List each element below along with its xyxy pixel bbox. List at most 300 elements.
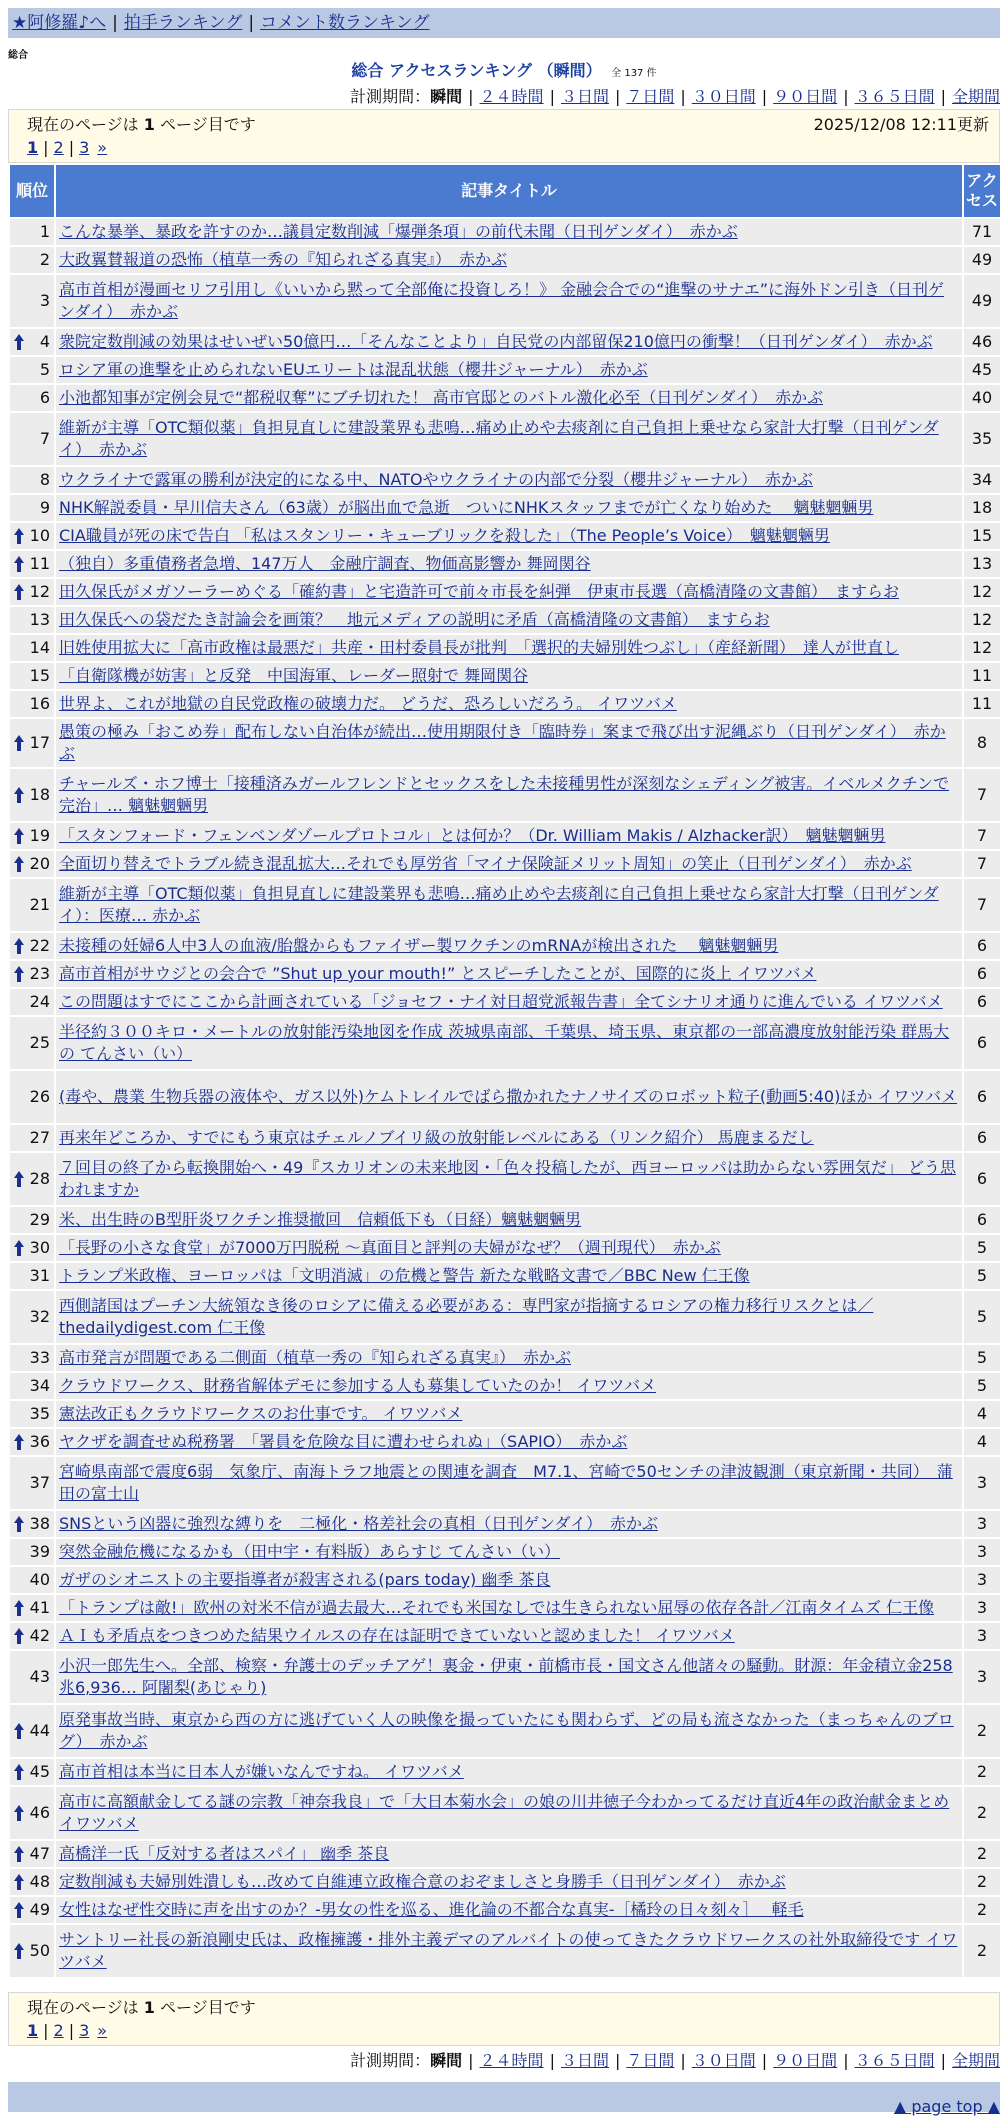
rank-number: 21 xyxy=(29,895,50,914)
rank-number: 13 xyxy=(29,610,50,629)
rank-number: 18 xyxy=(29,785,50,804)
table-row xyxy=(10,467,1000,493)
article-title-link[interactable]: 小池都知事が定例会見で“都税収奪”にブチ切れた！ 高市官邸とのバトル激化必至（日刊ゲンダイ） 赤かぶ xyxy=(59,388,824,407)
article-title-link[interactable]: 維新が主導「OTC類似薬」負担見直しに建設業界も悲鳴…痛め止めや去痰剤に自己負担上乗せなら家計大打撃（日刊ゲンダイ） 赤かぶ xyxy=(59,418,939,459)
rank-cell xyxy=(10,635,54,661)
access-count: 11 xyxy=(964,663,1000,689)
access-count: 11 xyxy=(964,691,1000,717)
title-cell xyxy=(56,1759,962,1785)
table-row xyxy=(10,523,1000,549)
article-title-link[interactable]: 女性はなぜ性交時に声を出すのか？-男女の性を巡る、進化論の不都合な真実-［橘玲の日々刻々］ 軽毛 xyxy=(59,1900,804,1919)
up-arrow-icon xyxy=(13,1845,25,1863)
article-title-link[interactable]: 旧姓使用拡大に「高市政権は最悪だ」共産・田村委員長が批判 「選択的夫婦別姓つぶし」（産経新聞） 達人が世直し xyxy=(59,638,900,657)
table-row xyxy=(10,1623,1000,1649)
access-count: 5 xyxy=(964,1235,1000,1261)
article-title-link[interactable]: 高市首相は本当に日本人が嫌いなんですね。 イワツバメ xyxy=(59,1762,464,1781)
period-current: 瞬間 xyxy=(430,2051,463,2070)
rank-cell xyxy=(10,1291,54,1343)
rank-cell xyxy=(10,691,54,717)
table-row xyxy=(10,1017,1000,1069)
pagination-page-link[interactable]: 3 xyxy=(79,2021,90,2040)
article-title-link[interactable]: 世界よ、これが地獄の自民党政権の破壊力だ。 どうだ、恐ろしいだろう。 イワツバメ xyxy=(59,694,677,713)
title-cell xyxy=(56,1207,962,1233)
period-separator: | xyxy=(843,2051,849,2070)
rank-cell xyxy=(10,1511,54,1537)
period-selector-top xyxy=(350,86,1000,108)
access-count: 7 xyxy=(964,879,1000,931)
title-cell xyxy=(56,769,962,821)
table-row xyxy=(10,663,1000,689)
rank-cell xyxy=(10,1263,54,1289)
title-cell xyxy=(56,357,962,383)
period-separator: | xyxy=(468,2051,474,2070)
up-arrow-icon xyxy=(13,555,25,573)
table-row xyxy=(10,1897,1000,1923)
title-cell xyxy=(56,989,962,1015)
article-title-link[interactable]: ガザのシオニストの主要指導者が殺害される(pars today) 幽季 茶良 xyxy=(59,1570,551,1589)
access-count: 12 xyxy=(964,607,1000,633)
article-title-link[interactable]: こんな暴挙、暴政を許すのか…議員定数削減「爆弾条項」の前代未聞（日刊ゲンダイ） 赤かぶ xyxy=(59,222,738,241)
pagination-current[interactable]: 1 xyxy=(27,138,39,157)
article-title-link[interactable]: 再来年どころか、すでにもう東京はチェルノブイリ級の放射能レベルにある（リンク紹介） 馬鹿まるだし xyxy=(59,1128,814,1147)
article-title-link[interactable]: ＡＩも矛盾点をつきつめた結果ウイルスの存在は証明できていないと認めました！ イワツバメ xyxy=(59,1626,735,1645)
article-title-link[interactable]: 未接種の妊婦6人中3人の血液/胎盤からもファイザー製ワクチンのmRNAが検出された 魑魅魍魎男 xyxy=(59,936,779,955)
rank-number: 14 xyxy=(29,638,50,657)
table-row xyxy=(10,1651,1000,1703)
title-cell xyxy=(56,1457,962,1509)
period-option-link[interactable]: 全期間 xyxy=(951,87,1000,106)
title-cell xyxy=(56,1263,962,1289)
access-count: 6 xyxy=(964,1017,1000,1069)
title-cell xyxy=(56,1429,962,1455)
rank-number: 24 xyxy=(29,992,50,1011)
access-count: 3 xyxy=(964,1511,1000,1537)
period-option-link[interactable]: ７日間 xyxy=(626,2051,675,2070)
rank-cell xyxy=(10,1207,54,1233)
table-row xyxy=(10,1841,1000,1867)
rank-number: 29 xyxy=(29,1210,50,1229)
article-title-link[interactable]: 憲法改正もクラウドワークスのお仕事です。 イワツバメ xyxy=(59,1404,463,1423)
period-option-link[interactable]: ９０日間 xyxy=(773,87,838,106)
table-row xyxy=(10,607,1000,633)
rank-number: 15 xyxy=(29,666,50,685)
page-title-row xyxy=(0,60,1008,85)
up-arrow-icon xyxy=(13,827,25,845)
period-option-link[interactable]: ９０日間 xyxy=(773,2051,838,2070)
article-title-link[interactable]: 高市に高額献金してる謎の宗教「神奈我良」で「大日本菊水会」の娘の川井徳子今わかってるだけ直近4年の政治献金まとめ イワツバメ xyxy=(59,1792,950,1833)
title-cell xyxy=(56,719,962,767)
title-cell xyxy=(56,851,962,877)
title-cell xyxy=(56,1071,962,1123)
rank-cell xyxy=(10,1235,54,1261)
rank-number: 3 xyxy=(39,291,50,310)
rank-cell xyxy=(10,1841,54,1867)
table-header-row xyxy=(10,165,1000,217)
table-row xyxy=(10,635,1000,661)
table-row xyxy=(10,1787,1000,1839)
period-option-link[interactable]: ３０日間 xyxy=(691,2051,756,2070)
rank-cell xyxy=(10,607,54,633)
page-top-link[interactable]: ▲ page top ▲ xyxy=(893,2097,1000,2116)
title-cell xyxy=(56,1897,962,1923)
pagination-separator: | xyxy=(43,2021,49,2040)
rank-cell xyxy=(10,1017,54,1069)
table-row xyxy=(10,1207,1000,1233)
table-row xyxy=(10,275,1000,327)
title-cell xyxy=(56,413,962,465)
rank-cell xyxy=(10,413,54,465)
rank-cell xyxy=(10,769,54,821)
period-option-link[interactable]: ３６５日間 xyxy=(854,87,935,106)
rank-cell xyxy=(10,1153,54,1205)
article-title-link[interactable]: CIA職員が死の床で告白 「私はスタンリー・キューブリックを殺した」（The People’s Voice） 魑魅魍魎男 xyxy=(59,526,830,545)
table-row xyxy=(10,1373,1000,1399)
rank-cell xyxy=(10,1759,54,1785)
article-title-link[interactable]: 「トランプは敵!」欧州の対米不信が過去最大…それでも米国なしでは生きられない屈辱の依存各計／江南タイムズ 仁王像 xyxy=(59,1598,935,1617)
up-arrow-icon xyxy=(13,1722,25,1740)
article-title-link[interactable]: 定数削減も夫婦別姓潰しも…改めて自維連立政権合意のおぞましさと身勝手（日刊ゲンダイ） 赤かぶ xyxy=(59,1872,786,1891)
rank-cell xyxy=(10,933,54,959)
up-arrow-icon xyxy=(13,855,25,873)
rank-cell xyxy=(10,275,54,327)
table-row xyxy=(10,1125,1000,1151)
access-count: 6 xyxy=(964,1125,1000,1151)
current-page-prefix: 現在のページは xyxy=(27,115,144,134)
rank-cell xyxy=(10,219,54,245)
pagination-separator: | xyxy=(43,138,49,157)
title-cell xyxy=(56,635,962,661)
rank-cell xyxy=(10,357,54,383)
article-title-link[interactable]: ヤクザを調査せぬ税務署 「署員を危険な目に遭わせられぬ」（SAPIO） 赤かぶ xyxy=(59,1432,628,1451)
article-title-link[interactable]: ７回目の終了から転換開始へ・49『スカリオンの未来地図・「色々投稿したが、西ヨーロッパは助からない雰囲気だ」 どう思われますか xyxy=(59,1158,956,1199)
access-count: 2 xyxy=(964,1787,1000,1839)
access-count: 13 xyxy=(964,551,1000,577)
article-title-link[interactable]: SNSという凶器に強烈な縛りを 二極化・格差社会の真相（日刊ゲンダイ） 赤かぶ xyxy=(59,1514,659,1533)
access-count: 6 xyxy=(964,989,1000,1015)
up-arrow-icon xyxy=(13,734,25,752)
period-separator: | xyxy=(680,87,686,106)
article-title-link[interactable]: 宮崎県南部で震度6弱 気象庁、南海トラフ地震との関連を調査 M7.1、宮崎で50センチの津波観測（東京新聞・共同） 蒲田の富士山 xyxy=(59,1462,953,1503)
rank-number: 31 xyxy=(29,1266,50,1285)
article-title-link[interactable]: 西側諸国はプーチン大統領なき後のロシアに備える必要がある：専門家が指摘するロシアの権力移行リスクとは／thedailydigest.com 仁王像 xyxy=(59,1296,874,1337)
article-title-link[interactable]: 維新が主導「OTC類似薬」負担見直しに建設業界も悲鳴…痛め止めや去痰剤に自己負担上乗せなら家計大打撃（日刊ゲンダイ）：医療… 赤かぶ xyxy=(59,884,939,925)
ranking-table-body xyxy=(10,219,1000,1977)
title-cell xyxy=(56,607,962,633)
access-count: 71 xyxy=(964,219,1000,245)
access-count: 3 xyxy=(964,1595,1000,1621)
pagination-separator: | xyxy=(68,2021,75,2040)
article-title-link[interactable]: 愚策の極み「おこめ券」配布しない自治体が続出…使用期限付き「臨時券」案まで飛び出す泥縄ぶり（日刊ゲンダイ） 赤かぶ xyxy=(59,722,946,763)
table-row xyxy=(10,1567,1000,1593)
period-option-link[interactable]: ７日間 xyxy=(626,87,675,106)
title-cell xyxy=(56,1511,962,1537)
rank-cell xyxy=(10,551,54,577)
article-title-link[interactable]: 田久保氏への袋だたき討論会を画策？ 地元メディアの説明に矛盾（高橋清隆の文書館） ますらお xyxy=(59,610,770,629)
article-title-link[interactable]: 「長野の小さな食堂」が7000万円脱税 ～真面目と評判の夫婦がなぜ？（週刊現代） 赤かぶ xyxy=(59,1238,721,1257)
rank-cell xyxy=(10,247,54,273)
article-title-link[interactable]: ロシア軍の進撃を止められないEUエリートは混乱状態（櫻井ジャーナル） 赤かぶ xyxy=(59,360,648,379)
period-label: 計測期間： xyxy=(350,87,431,106)
up-arrow-icon xyxy=(13,1599,25,1617)
title-cell xyxy=(56,385,962,411)
title-cell xyxy=(56,1291,962,1343)
title-cell xyxy=(56,1125,962,1151)
title-cell xyxy=(56,1623,962,1649)
table-row xyxy=(10,823,1000,849)
rank-number: 36 xyxy=(29,1432,50,1451)
title-cell xyxy=(56,1787,962,1839)
access-count: 34 xyxy=(964,467,1000,493)
rank-number: 22 xyxy=(29,936,50,955)
table-row xyxy=(10,851,1000,877)
access-count: 3 xyxy=(964,1539,1000,1565)
article-title-link[interactable]: この問題はすでにここから計画されている「ジョセフ・ナイ対日超党派報告書」全てシナリオ通りに進んでいる イワツバメ xyxy=(59,992,943,1011)
pagination-page-link[interactable]: 2 xyxy=(53,138,64,157)
article-title-link[interactable]: 全面切り替えでトラブル続き混乱拡大…それでも厚労省「マイナ保険証メリット周知」の笑止（日刊ゲンダイ） 赤かぶ xyxy=(59,854,912,873)
access-count: 35 xyxy=(964,413,1000,465)
title-cell xyxy=(56,1567,962,1593)
rank-cell xyxy=(10,1623,54,1649)
rank-number: 5 xyxy=(39,360,50,379)
access-count: 4 xyxy=(964,1401,1000,1427)
access-count: 4 xyxy=(964,1429,1000,1455)
table-row xyxy=(10,219,1000,245)
rank-cell xyxy=(10,1539,54,1565)
footer-bar xyxy=(8,2082,1000,2112)
title-cell xyxy=(56,961,962,987)
rank-cell xyxy=(10,385,54,411)
up-arrow-icon xyxy=(13,937,25,955)
pagination xyxy=(27,136,981,159)
article-title-link[interactable]: （独自）多重債務者急増、147万人 金融庁調査、物価高影響か 舞岡関谷 xyxy=(59,554,591,573)
title-cell xyxy=(56,1373,962,1399)
table-row xyxy=(10,719,1000,767)
table-row xyxy=(10,1235,1000,1261)
title-cell xyxy=(56,1705,962,1757)
up-arrow-icon xyxy=(13,1901,25,1919)
pagination-page-link[interactable]: 2 xyxy=(53,2021,64,2040)
period-option-link[interactable]: ３日間 xyxy=(560,2051,609,2070)
period-option-link[interactable]: ３６５日間 xyxy=(854,2051,935,2070)
article-title-link[interactable]: 大政翼賛報道の恐怖（植草一秀の『知られざる真実』） 赤かぶ xyxy=(59,250,508,269)
article-title-link[interactable]: 小沢一郎先生へ。全部、検察・弁護士のデッチアゲ！裏金・伊東・前橋市長・国文さん他諸々の騒動。財源：年金積立金258兆6,936… 阿闍梨(あじゃり) xyxy=(59,1656,953,1697)
article-title-link[interactable]: 高市首相が漫画セリフ引用し《いいから黙って全部俺に投資しろ！》 金融会合での“進撃のサナエ”に海外ドン引き（日刊ゲンダイ） 赤かぶ xyxy=(59,280,945,321)
access-count: 3 xyxy=(964,1623,1000,1649)
rank-number: 6 xyxy=(39,388,50,407)
period-option-link[interactable]: 全期間 xyxy=(951,2051,1000,2070)
rank-cell xyxy=(10,1705,54,1757)
article-title-link[interactable]: ウクライナで露軍の勝利が決定的になる中、NATOやウクライナの内部で分裂（櫻井ジャーナル） 赤かぶ xyxy=(59,470,813,489)
up-arrow-icon xyxy=(13,527,25,545)
article-title-link[interactable]: 高橋洋一氏「反対する者はスパイ」 幽季 茶良 xyxy=(59,1844,390,1863)
article-title-link[interactable]: 「スタンフォード・フェンベンダゾールプロトコル」とは何か？（Dr. William Makis / Alzhacker訳） 魑魅魍魎男 xyxy=(59,826,886,845)
rank-number: 50 xyxy=(29,1941,50,1960)
up-arrow-icon xyxy=(13,1239,25,1257)
article-title-link[interactable]: 原発事故当時、東京から西の方に逃げていく人の映像を撮っていたにも関わらず、どの局も流さなかった（まっちゃんのブログ） 赤かぶ xyxy=(59,1710,954,1751)
rank-number: 28 xyxy=(29,1169,50,1188)
article-title-link[interactable]: 半径約３００キロ・メートルの放射能汚染地図を作成 茨城県南部、千葉県、埼玉県、東京都の一部高濃度放射能汚染 群馬大の てんさい（い） xyxy=(59,1022,950,1063)
rank-cell xyxy=(10,1373,54,1399)
up-arrow-icon xyxy=(13,1433,25,1451)
access-count: 12 xyxy=(964,579,1000,605)
up-arrow-icon xyxy=(13,1873,25,1891)
nav-link-comment-ranking[interactable]: コメント数ランキング xyxy=(260,13,430,33)
table-row xyxy=(10,579,1000,605)
article-title-link[interactable]: 衆院定数削減の効果はせいぜい50億円…「そんなことより」自民党の内部留保210億円の衝撃！（日刊ゲンダイ） 赤かぶ xyxy=(59,332,933,351)
current-page-number: 1 xyxy=(143,115,155,134)
up-arrow-icon xyxy=(13,965,25,983)
access-count: 3 xyxy=(964,1457,1000,1509)
access-count: 6 xyxy=(964,1207,1000,1233)
rank-number: 46 xyxy=(29,1803,50,1822)
article-title-link[interactable]: 米、出生時のB型肝炎ワクチン推奨撤回 信頼低下も（日経）魑魅魍魎男 xyxy=(59,1210,582,1229)
rank-number: 41 xyxy=(29,1598,50,1617)
rank-number: 26 xyxy=(29,1087,50,1106)
access-count: 2 xyxy=(964,1925,1000,1977)
rank-number: 9 xyxy=(39,498,50,517)
title-cell xyxy=(56,933,962,959)
title-cell xyxy=(56,1345,962,1371)
rank-cell xyxy=(10,1897,54,1923)
title-cell xyxy=(56,219,962,245)
access-count: 2 xyxy=(964,1897,1000,1923)
nav-separator: | xyxy=(248,13,255,33)
up-arrow-icon xyxy=(13,1627,25,1645)
table-row xyxy=(10,769,1000,821)
rank-number: 45 xyxy=(29,1762,50,1781)
table-row xyxy=(10,1595,1000,1621)
period-option-link[interactable]: ２４時間 xyxy=(479,87,544,106)
period-separator: | xyxy=(680,2051,686,2070)
period-separator: | xyxy=(843,87,849,106)
title-cell xyxy=(56,329,962,355)
title-cell xyxy=(56,275,962,327)
period-separator: | xyxy=(468,87,474,106)
rank-cell xyxy=(10,1345,54,1371)
table-row xyxy=(10,1869,1000,1895)
article-title-link[interactable]: トランプ米政権、ヨーロッパは「文明消滅」の危機と警告 新たな戦略文書で／BBC New 仁王像 xyxy=(59,1266,750,1285)
period-separator: | xyxy=(761,87,768,106)
article-title-link[interactable]: クラウドワークス、財務省解体デモに参加する人も募集していたのか！ イワツバメ xyxy=(59,1376,657,1395)
header-access: アクセス xyxy=(964,165,1000,217)
rank-cell xyxy=(10,1071,54,1123)
rank-number: 42 xyxy=(29,1626,50,1645)
table-row xyxy=(10,329,1000,355)
period-label: 計測期間： xyxy=(350,2051,431,2070)
table-row xyxy=(10,1429,1000,1455)
access-count: 12 xyxy=(964,635,1000,661)
page-info-bottom xyxy=(8,1992,1000,2046)
table-row xyxy=(10,357,1000,383)
rank-number: 2 xyxy=(39,250,50,269)
up-arrow-icon xyxy=(13,583,25,601)
title-cell xyxy=(56,523,962,549)
rank-cell xyxy=(10,663,54,689)
period-option-link[interactable]: ２４時間 xyxy=(479,2051,544,2070)
article-title-link[interactable]: 「自衛隊機が妨害」と反発 中国海軍、レーダー照射で 舞岡関谷 xyxy=(59,666,529,685)
rank-cell xyxy=(10,961,54,987)
table-row xyxy=(10,551,1000,577)
pagination-current[interactable]: 1 xyxy=(27,2021,39,2040)
article-title-link[interactable]: NHK解説委員・早川信夫さん（63歳）が脳出血で急逝 ついにNHKスタッフまでが亡くなり始めた 魑魅魍魎男 xyxy=(59,498,874,517)
article-title-link[interactable]: 田久保氏がメガソーラーめぐる「確約書」と宅造許可で前々市長を糾弾 伊東市長選（高橋清隆の文書館） ますらお xyxy=(59,582,900,601)
rank-cell xyxy=(10,523,54,549)
article-title-link[interactable]: 高市発言が問題である二側面（植草一秀の『知られざる真実』） 赤かぶ xyxy=(59,1348,572,1367)
access-count: 2 xyxy=(964,1705,1000,1757)
period-separator: | xyxy=(940,2051,946,2070)
title-cell xyxy=(56,579,962,605)
article-title-link[interactable]: 突然金融危機になるかも（田中宇・有料版）あらすじ てんさい（い） xyxy=(59,1542,561,1561)
up-arrow-icon xyxy=(13,1515,25,1533)
period-option-link[interactable]: ３日間 xyxy=(560,87,609,106)
up-arrow-icon xyxy=(13,1170,25,1188)
rank-cell xyxy=(10,579,54,605)
pagination-next-link[interactable]: » xyxy=(97,138,108,157)
rank-cell xyxy=(10,329,54,355)
current-page-suffix: ページ目です xyxy=(154,1998,256,2017)
access-count: 6 xyxy=(964,933,1000,959)
rank-number: 25 xyxy=(29,1033,50,1052)
rank-number: 39 xyxy=(29,1542,50,1561)
access-count: 3 xyxy=(964,1567,1000,1593)
table-row xyxy=(10,1457,1000,1509)
rank-number: 4 xyxy=(39,332,50,351)
title-cell xyxy=(56,1651,962,1703)
table-row xyxy=(10,691,1000,717)
article-title-link[interactable]: (毒や、農業 生物兵器の液体や、ガス以外)ケムトレイルでばら撒かれたナノサイズのロボット粒子(動画5:40)ほか イワツバメ xyxy=(59,1087,958,1106)
rank-number: 40 xyxy=(29,1570,50,1589)
article-title-link[interactable]: 高市首相がサウジとの会合で ”Shut up your mouth!” とスピーチしたことが、国際的に炎上 イワツバメ xyxy=(59,964,817,983)
pagination xyxy=(27,2019,981,2042)
rank-number: 34 xyxy=(29,1376,50,1395)
article-title-link[interactable]: サントリー社長の新浪剛史氏は、政権擁護・排外主義デマのアルバイトの使ってきたクラウドワークスの社外取締役です イワツバメ xyxy=(59,1930,958,1971)
rank-number: 19 xyxy=(29,826,50,845)
title-cell xyxy=(56,247,962,273)
table-row xyxy=(10,385,1000,411)
period-selector-bottom xyxy=(350,2050,1000,2072)
rank-number: 32 xyxy=(29,1307,50,1326)
nav-link-home[interactable]: ★阿修羅♪へ xyxy=(12,13,107,33)
rank-number: 43 xyxy=(29,1667,50,1686)
period-current: 瞬間 xyxy=(430,87,463,106)
access-count: 2 xyxy=(964,1869,1000,1895)
up-arrow-icon xyxy=(13,786,25,804)
access-count: 46 xyxy=(964,329,1000,355)
pagination-next-link[interactable]: » xyxy=(97,2021,108,2040)
access-count: 7 xyxy=(964,823,1000,849)
access-count: 6 xyxy=(964,961,1000,987)
title-cell xyxy=(56,1595,962,1621)
rank-number: 12 xyxy=(29,582,50,601)
title-cell xyxy=(56,691,962,717)
article-title-link[interactable]: チャールズ・ホフ博士「接種済みガールフレンドとセックスをした未接種男性が深刻なシェディング被害。イベルメクチンで完治」… 魑魅魍魎男 xyxy=(59,774,950,815)
pagination-separator: | xyxy=(68,138,75,157)
current-page-text xyxy=(27,1996,981,2019)
period-separator: | xyxy=(761,2051,768,2070)
ranking-table xyxy=(8,163,1002,1979)
category-label: 総合 xyxy=(8,50,28,61)
rank-number: 48 xyxy=(29,1872,50,1891)
rank-cell xyxy=(10,989,54,1015)
pagination-page-link[interactable]: 3 xyxy=(79,138,90,157)
header-title: 記事タイトル xyxy=(56,165,962,217)
period-option-link[interactable]: ３０日間 xyxy=(691,87,756,106)
access-count: 6 xyxy=(964,1153,1000,1205)
title-cell xyxy=(56,1539,962,1565)
access-count: 49 xyxy=(964,247,1000,273)
access-count: 5 xyxy=(964,1373,1000,1399)
nav-link-clap-ranking[interactable]: 拍手ランキング xyxy=(123,13,243,33)
